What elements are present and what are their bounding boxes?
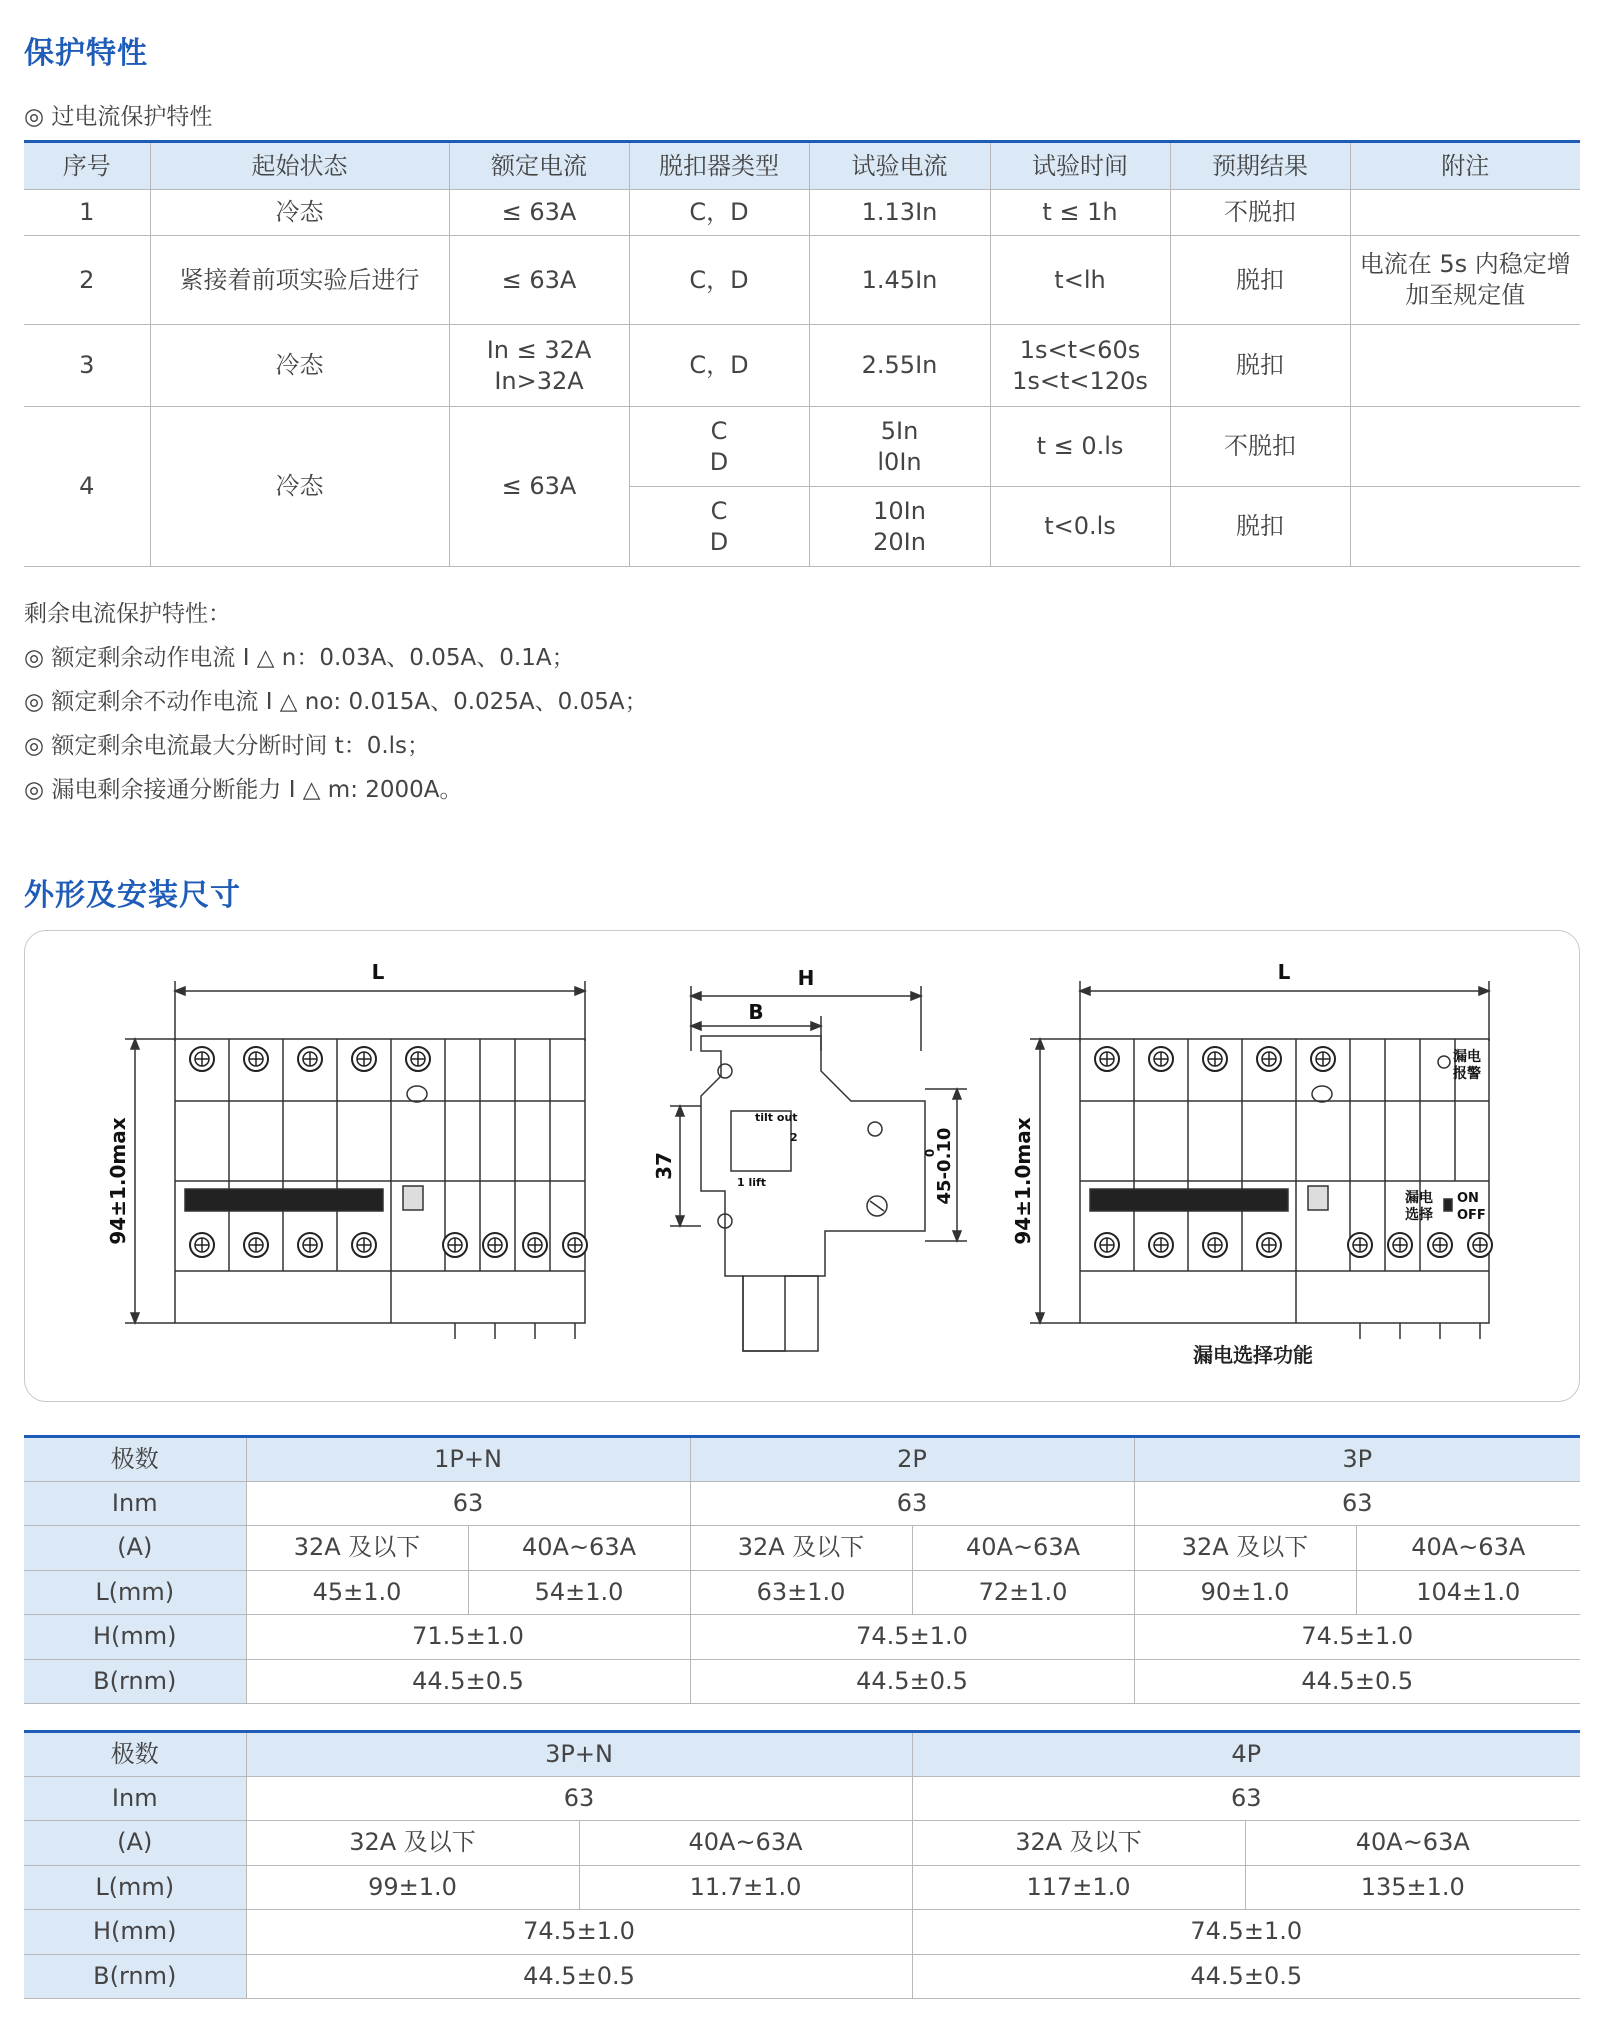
label-L-right: L	[1277, 960, 1291, 984]
type-line: C	[710, 416, 728, 445]
dimension-table-1	[24, 1435, 1580, 1704]
label-select-1: 漏电	[1405, 1190, 1433, 1206]
cell-test-current: 1.13In	[809, 190, 990, 236]
tc-line: l0In	[877, 447, 922, 476]
cell-value: 32A 及以下	[912, 1821, 1245, 1866]
tc-line: 10In	[873, 496, 926, 525]
cell-current: ≤ 63A	[449, 236, 629, 325]
tc-line: 20In	[873, 527, 926, 556]
cell-type: C，D	[629, 325, 809, 407]
table-row	[24, 325, 1580, 407]
cell-state: 冷态	[150, 190, 449, 236]
table-row	[24, 1910, 1580, 1955]
cell-result: 不脱扣	[1170, 407, 1350, 487]
table-row	[24, 1865, 1580, 1910]
type-line: C	[710, 496, 728, 525]
cell-current	[449, 325, 629, 407]
front-view-right	[1030, 981, 1489, 1339]
front-view-left	[125, 981, 585, 1339]
cell-type: C，D	[629, 236, 809, 325]
cell-test-current: 2.55In	[809, 325, 990, 407]
cell-value: 63	[246, 1481, 690, 1526]
cell-current: ≤ 63A	[449, 407, 629, 567]
cell-label: B(rnm)	[24, 1954, 246, 1999]
section-title-dimensions: 外形及安装尺寸	[24, 878, 241, 913]
side-view	[670, 986, 967, 1351]
cell-value: 32A 及以下	[246, 1526, 468, 1571]
overcurrent-table	[24, 140, 1580, 567]
cell-value: 44.5±0.5	[1134, 1659, 1580, 1704]
cell-group: 3P+N	[246, 1732, 912, 1777]
cell-label: L(mm)	[24, 1570, 246, 1615]
cell-value: 117±1.0	[912, 1865, 1245, 1910]
cell-value: 44.5±0.5	[690, 1659, 1134, 1704]
cell-time: t ≤ 1h	[990, 190, 1170, 236]
current-line: In ≤ 32A	[486, 335, 592, 364]
cell-value: 72±1.0	[912, 1570, 1134, 1615]
cell-type: C，D	[629, 190, 809, 236]
dimension-drawings	[25, 931, 1581, 1403]
cell-value: 32A 及以下	[246, 1821, 579, 1866]
label-on: ON	[1457, 1191, 1479, 1206]
label-select-2: 选择	[1405, 1207, 1433, 1223]
cell-value: 40A~63A	[579, 1821, 912, 1866]
table-row	[24, 1821, 1580, 1866]
label-lift: 1 lift	[737, 1176, 767, 1189]
cell-result: 脱扣	[1170, 325, 1350, 407]
cell-label: L(mm)	[24, 1865, 246, 1910]
type-line: D	[709, 447, 729, 476]
cell-value: 40A~63A	[912, 1526, 1134, 1571]
cell-value: 40A~63A	[1356, 1526, 1580, 1571]
cell-value: 44.5±0.5	[246, 1659, 690, 1704]
label-45: 45-0.10	[934, 1127, 955, 1205]
cell-value: 63	[1134, 1481, 1580, 1526]
cell-note	[1350, 325, 1580, 407]
label-off: OFF	[1457, 1208, 1486, 1223]
table-row	[24, 1732, 1580, 1777]
label-tilt-out: tilt out	[755, 1111, 798, 1124]
cell-value: 99±1.0	[246, 1865, 579, 1910]
cell-note	[1350, 407, 1580, 487]
cell-state: 紧接着前项实验后进行	[150, 236, 449, 325]
table-row	[24, 1659, 1580, 1704]
label-height-right: 94±1.0max	[1011, 1117, 1035, 1245]
cell-value: 32A 及以下	[690, 1526, 912, 1571]
cell-test-current	[809, 487, 990, 567]
cell-value: 44.5±0.5	[246, 1954, 912, 1999]
cell-value: 63±1.0	[690, 1570, 912, 1615]
cell-label: H(mm)	[24, 1910, 246, 1955]
residual-item: ◎ 额定剩余不动作电流 I △ no: 0.015A、0.025A、0.05A；	[24, 689, 648, 715]
cell-time: t<lh	[990, 236, 1170, 325]
cell-result: 不脱扣	[1170, 190, 1350, 236]
cell-time: t<0.ls	[990, 487, 1170, 567]
label-height: 94±1.0max	[106, 1117, 130, 1245]
header-note: 附注	[1350, 142, 1580, 190]
cell-no: 3	[24, 325, 150, 407]
cell-state: 冷态	[150, 407, 449, 567]
label-B: B	[748, 1000, 764, 1024]
table-row	[24, 1615, 1580, 1660]
label-H: H	[797, 966, 815, 990]
cell-value: 63	[690, 1481, 1134, 1526]
residual-heading: 剩余电流保护特性：	[24, 601, 231, 627]
cell-value: 40A~63A	[1245, 1821, 1580, 1866]
cell-value: 74.5±1.0	[246, 1910, 912, 1955]
cell-value: 74.5±1.0	[690, 1615, 1134, 1660]
cell-value: 44.5±0.5	[912, 1954, 1580, 1999]
cell-value: 71.5±1.0	[246, 1615, 690, 1660]
cell-state: 冷态	[150, 325, 449, 407]
cell-label: B(rnm)	[24, 1659, 246, 1704]
note-line: 加至规定值	[1405, 281, 1526, 309]
cell-test-current: 1.45In	[809, 236, 990, 325]
current-line: In>32A	[494, 366, 584, 395]
cell-group: 1P+N	[246, 1437, 690, 1482]
label-alarm-1: 漏电	[1453, 1049, 1481, 1065]
cell-no: 4	[24, 407, 150, 567]
cell-value: 32A 及以下	[1134, 1526, 1356, 1571]
label-alarm-2: 报警	[1453, 1066, 1481, 1082]
cell-value: 45±1.0	[246, 1570, 468, 1615]
cell-current: ≤ 63A	[449, 190, 629, 236]
table-row	[24, 190, 1580, 236]
cell-value: 63	[912, 1776, 1580, 1821]
residual-item: ◎ 漏电剩余接通分断能力 I △ m: 2000A。	[24, 777, 463, 803]
time-line: 1s<t<120s	[1012, 366, 1148, 395]
cell-label: Inm	[24, 1776, 246, 1821]
header-result: 预期结果	[1170, 142, 1350, 190]
cell-label: H(mm)	[24, 1615, 246, 1660]
header-trip-type: 脱扣器类型	[629, 142, 809, 190]
header-no: 序号	[24, 142, 150, 190]
note-line: 电流在 5s 内稳定增	[1359, 250, 1571, 278]
section-title-protection: 保护特性	[24, 36, 148, 71]
table-row	[24, 407, 1580, 487]
cell-time: t ≤ 0.ls	[990, 407, 1170, 487]
cell-note	[1350, 487, 1580, 567]
residual-item: ◎ 额定剩余电流最大分断时间 t：0.ls；	[24, 733, 431, 759]
cell-value: 40A~63A	[468, 1526, 690, 1571]
cell-label: 极数	[24, 1437, 246, 1482]
residual-item: ◎ 额定剩余动作电流 I △ n：0.03A、0.05A、0.1A；	[24, 645, 575, 671]
header-test-current: 试验电流	[809, 142, 990, 190]
dimension-table-2	[24, 1730, 1580, 1999]
label-45-sup: 0	[923, 1148, 937, 1158]
cell-value: 11.7±1.0	[579, 1865, 912, 1910]
cell-label: (A)	[24, 1526, 246, 1571]
tc-line: 5In	[880, 416, 919, 445]
cell-result: 脱扣	[1170, 487, 1350, 567]
drawing-caption: 漏电选择功能	[1193, 1343, 1313, 1367]
table-row	[24, 236, 1580, 325]
table-row	[24, 1526, 1580, 1571]
header-state: 起始状态	[150, 142, 449, 190]
cell-type	[629, 407, 809, 487]
cell-value: 54±1.0	[468, 1570, 690, 1615]
cell-label: (A)	[24, 1821, 246, 1866]
cell-value: 74.5±1.0	[1134, 1615, 1580, 1660]
header-test-time: 试验时间	[990, 142, 1170, 190]
table-row	[24, 1776, 1580, 1821]
table-row	[24, 1570, 1580, 1615]
cell-label: Inm	[24, 1481, 246, 1526]
cell-value: 74.5±1.0	[912, 1910, 1580, 1955]
table-row	[24, 1481, 1580, 1526]
cell-value: 63	[246, 1776, 912, 1821]
label-num2: 2	[790, 1131, 798, 1144]
cell-type	[629, 487, 809, 567]
cell-group: 2P	[690, 1437, 1134, 1482]
drawing-panel	[24, 930, 1580, 1402]
cell-no: 2	[24, 236, 150, 325]
time-line: 1s<t<60s	[1019, 335, 1141, 364]
table-row	[24, 1954, 1580, 1999]
type-line: D	[709, 527, 729, 556]
header-rated-current: 额定电流	[449, 142, 629, 190]
cell-note	[1350, 236, 1580, 325]
cell-value: 104±1.0	[1356, 1570, 1580, 1615]
cell-value: 135±1.0	[1245, 1865, 1580, 1910]
label-L: L	[371, 960, 385, 984]
cell-label: 极数	[24, 1732, 246, 1777]
label-37: 37	[652, 1152, 676, 1180]
cell-time	[990, 325, 1170, 407]
cell-group: 3P	[1134, 1437, 1580, 1482]
cell-note	[1350, 190, 1580, 236]
cell-no: 1	[24, 190, 150, 236]
cell-value: 90±1.0	[1134, 1570, 1356, 1615]
cell-result: 脱扣	[1170, 236, 1350, 325]
overcurrent-subtitle: ◎ 过电流保护特性	[24, 104, 213, 130]
cell-group: 4P	[912, 1732, 1580, 1777]
cell-test-current	[809, 407, 990, 487]
table-row	[24, 1437, 1580, 1482]
